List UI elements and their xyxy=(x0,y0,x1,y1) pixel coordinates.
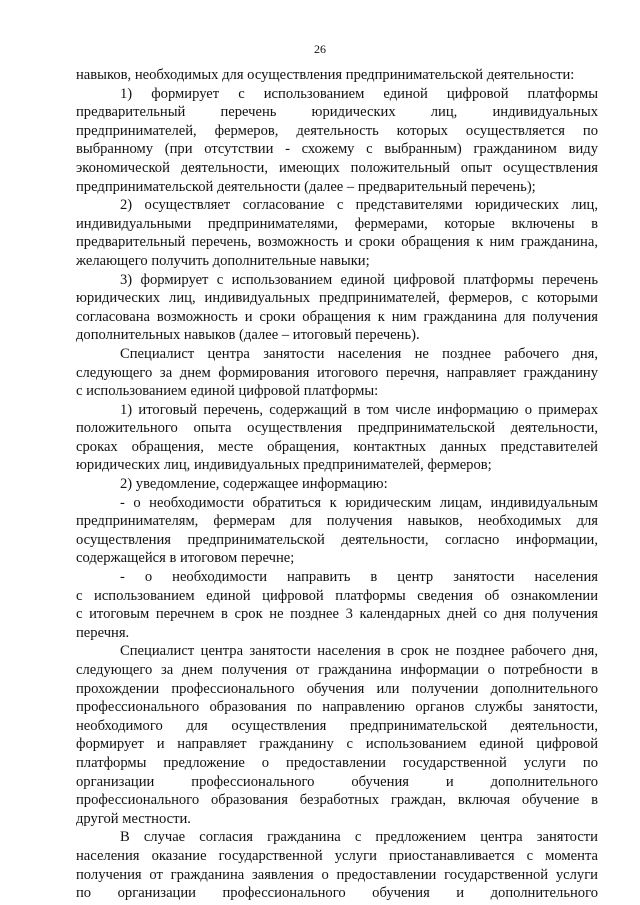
text-line: организации профессионального обучения и дополнительного xyxy=(76,773,598,790)
text-line: профессионального образования безработных граждан, включая обучение в xyxy=(76,792,598,809)
text-line: дополнительных навыков (далее – итоговый перечень). xyxy=(76,327,420,344)
text-line: предпринимателей, фермеров, деятельность которых осуществляется по xyxy=(76,122,598,139)
text-line: навыков, необходимых для осуществления предпринимательской деятельности: xyxy=(76,67,575,83)
text-line: платформы предложение о предоставлении государственной услуги по xyxy=(76,754,598,771)
text-line: предпринимательской деятельности (далее – предварительный перечень); xyxy=(76,178,536,195)
text-line: с использованием единой цифровой платформы: xyxy=(76,383,379,400)
text-line: по организации профессионального обучения и дополнительного xyxy=(76,885,598,902)
text-line: следующего за днем формирования итогового перечня, направляет гражданину xyxy=(76,364,598,381)
text-line: Специалист центра занятости населения не позднее рабочего дня, xyxy=(120,345,598,362)
text-line: осуществления предпринимательской деятельности, согласно информации, xyxy=(76,531,598,548)
text-line: положительного опыта осуществления предпринимательской деятельности, xyxy=(76,420,598,437)
text-line: 1) итоговый перечень, содержащий в том числе информацию о примерах xyxy=(120,401,598,418)
text-line: - о необходимости обратиться к юридическим лицам, индивидуальным xyxy=(120,494,598,511)
text-line: выбранному (при отсутствии - схожему с выбранным) гражданином виду xyxy=(76,141,598,158)
text-line: следующего за днем получения от гражданина информации о потребности в xyxy=(76,662,598,678)
text-line: перечня. xyxy=(76,624,130,641)
text-line: сроках обращения, месте обращения, контактных данных представителей xyxy=(76,438,598,455)
text-line: индивидуальными предпринимателями, фермерами, которые включены в xyxy=(76,215,598,232)
text-line: населения оказание государственной услуги приостанавливается с момента xyxy=(76,847,598,864)
text-line: 2) осуществляет согласование с представителями юридических лиц, xyxy=(120,197,598,214)
text-line: экономической деятельности, имеющих положительный опыт осуществления xyxy=(76,159,598,176)
text-line: другой местности. xyxy=(76,810,191,827)
text-line: согласована возможность и сроки обращения к ним гражданина для получения xyxy=(76,308,598,325)
text-line: с использованием единой цифровой платформы сведения об ознакомлении xyxy=(76,587,598,604)
text-line: формирует и направляет гражданину с использованием единой цифровой xyxy=(76,736,598,753)
text-line: получения от гражданина заявления о предоставлении государственной услуги xyxy=(76,866,598,883)
text-line: 3) формирует с использованием единой цифровой платформы перечень xyxy=(120,271,598,288)
text-line: юридических лиц, индивидуальных предпринимателей, фермеров, с которыми xyxy=(76,290,598,307)
text-line: В случае согласия гражданина с предложением центра занятости xyxy=(120,829,598,846)
text-line: 1) формирует с использованием единой цифровой платформы xyxy=(120,85,598,102)
text-line: предварительный перечень, возможность и сроки обращения к ним гражданина, xyxy=(76,234,598,251)
text-line: Специалист центра занятости населения в срок не позднее рабочего дня, xyxy=(120,643,598,660)
text-line: - о необходимости направить в центр занятости населения xyxy=(120,569,598,586)
document-body xyxy=(76,66,598,903)
text-line: 2) уведомление, содержащее информацию: xyxy=(120,476,388,493)
text-line: прохождении профессионального обучения или получении дополнительного xyxy=(76,680,598,697)
text-line: желающего получить дополнительные навыки; xyxy=(76,252,370,269)
text-line: содержащейся в итоговом перечне; xyxy=(76,550,295,567)
page-number: 26 xyxy=(314,42,326,56)
text-line: необходимого для осуществления предпринимательской деятельности, xyxy=(76,717,598,734)
text-line: профессионального образования по направлению органов службы занятости, xyxy=(76,699,598,716)
text-line: предварительный перечень юридических лиц, индивидуальных xyxy=(76,104,598,121)
body-text xyxy=(76,66,598,903)
text-line: юридических лиц, индивидуальных предпринимателей, фермеров; xyxy=(76,457,492,474)
text-line: с итоговым перечнем в срок не позднее 3 календарных дней со дня получения xyxy=(76,606,598,623)
text-line: предпринимателям, фермерам для получения навыков, необходимых для xyxy=(76,513,598,530)
